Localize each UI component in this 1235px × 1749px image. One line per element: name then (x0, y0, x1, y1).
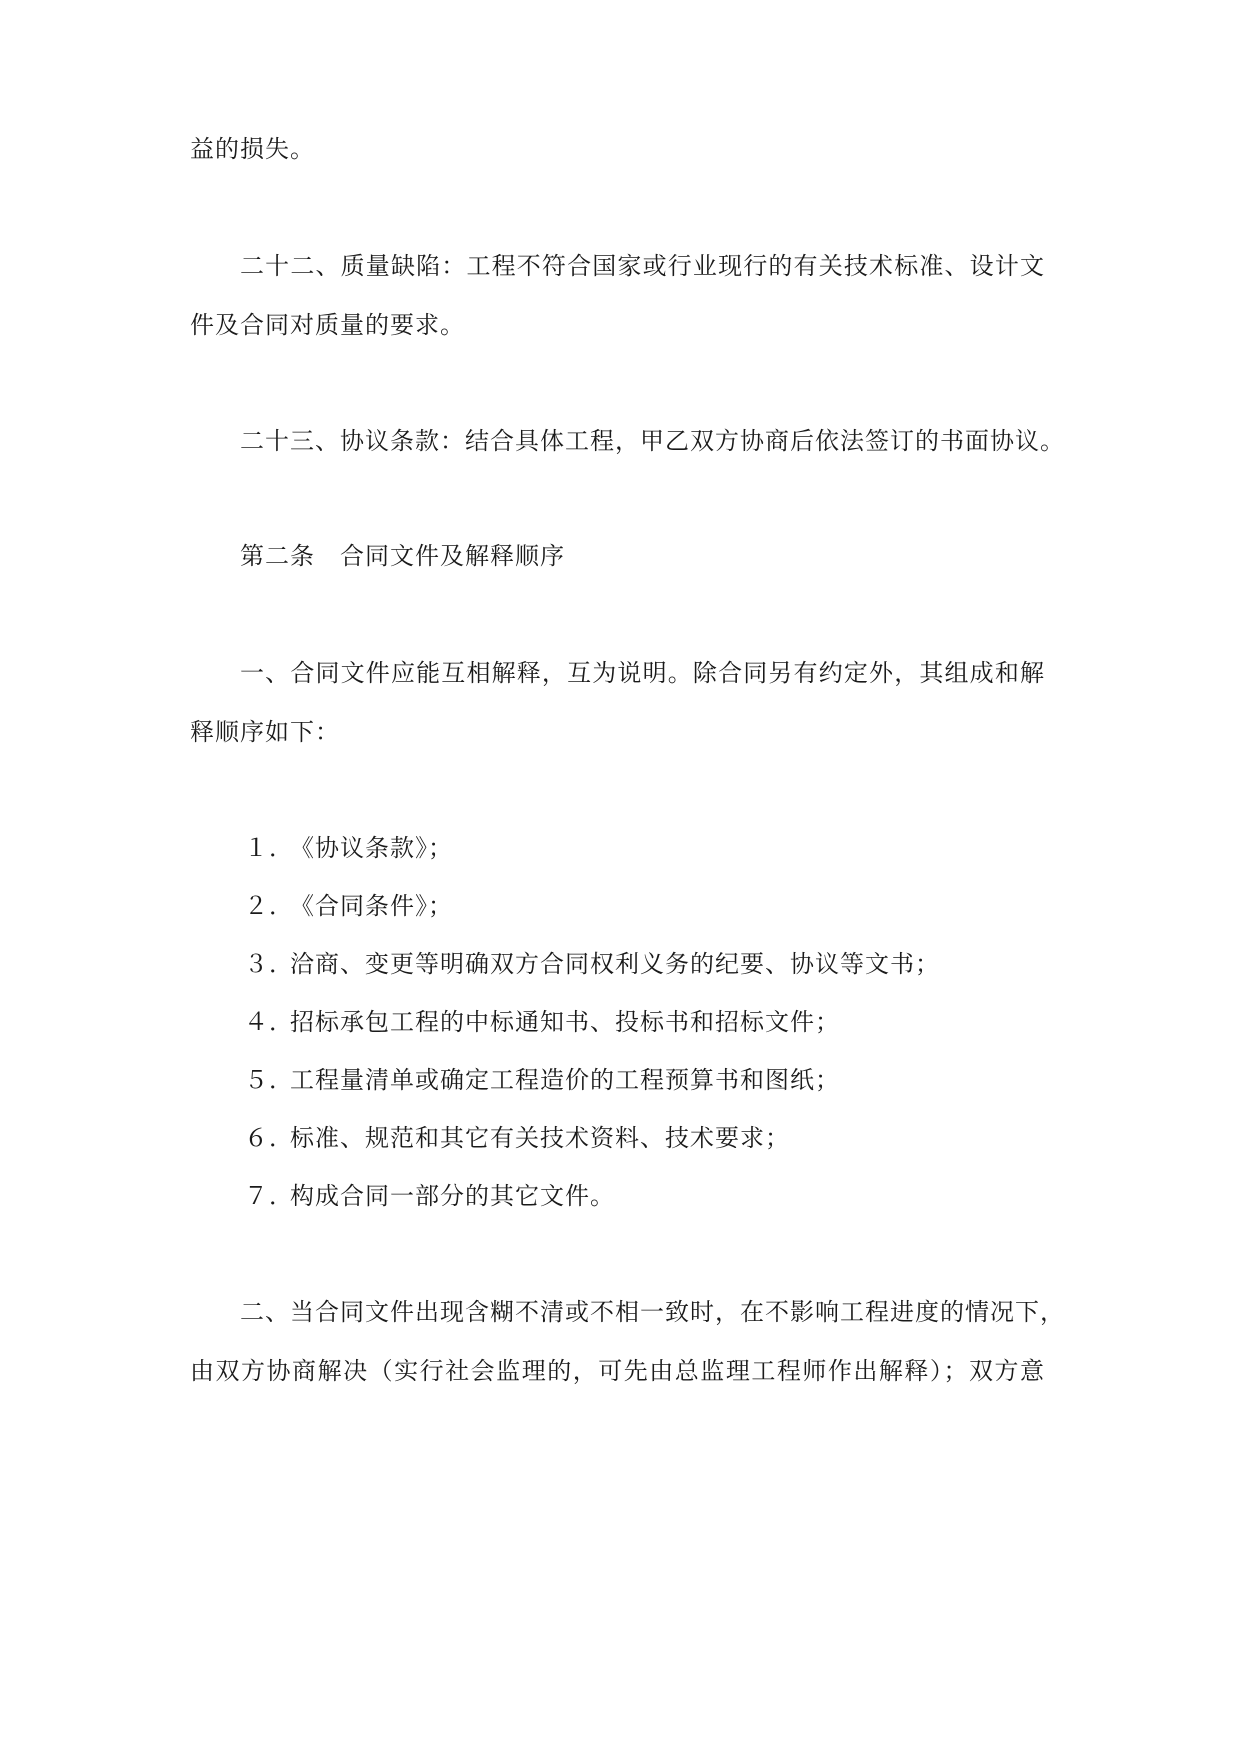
list-item-text: 《协议条款》； (290, 834, 453, 862)
paragraph-line: 益的损失。 (190, 135, 315, 163)
list-item-number: ４． (244, 1008, 294, 1036)
paragraph-line: 释顺序如下： (190, 718, 340, 746)
list-item (244, 1122, 790, 1154)
list-item (244, 1180, 615, 1212)
list-item-number: ５． (244, 1066, 294, 1094)
list-item-text: 《合同条件》； (290, 892, 453, 920)
list-item (244, 1006, 840, 1038)
list-item (244, 832, 453, 864)
paragraph-line: 二十三、协议条款：结合具体工程，甲乙双方协商后依法签订的书面协议。 (240, 427, 1065, 455)
paragraph-line: 二、当合同文件出现含糊不清或不相一致时，在不影响工程进度的情况下， (240, 1298, 1065, 1326)
list-item-number: １． (244, 834, 294, 862)
section-heading: 第二条 合同文件及解释顺序 (240, 542, 565, 570)
list-item (244, 1064, 840, 1096)
paragraph-line: 件及合同对质量的要求。 (190, 311, 465, 339)
paragraph-line: 一、合同文件应能互相解释，互为说明。除合同另有约定外，其组成和解 (240, 659, 1045, 687)
list-item-text: 标准、规范和其它有关技术资料、技术要求； (290, 1124, 790, 1152)
list-item-text: 洽商、变更等明确双方合同权利义务的纪要、协议等文书； (290, 950, 940, 978)
list-item-number: ７． (244, 1182, 294, 1210)
list-item (244, 948, 940, 980)
list-item (244, 890, 453, 922)
list-item-number: ３． (244, 950, 294, 978)
list-item-text: 招标承包工程的中标通知书、投标书和招标文件； (290, 1008, 840, 1036)
list-item-number: ６． (244, 1124, 294, 1152)
paragraph-line: 二十二、质量缺陷：工程不符合国家或行业现行的有关技术标准、设计文 (240, 252, 1045, 280)
paragraph-line: 由双方协商解决（实行社会监理的，可先由总监理工程师作出解释）；双方意 (190, 1357, 1045, 1385)
list-item-text: 构成合同一部分的其它文件。 (290, 1182, 615, 1210)
list-item-text: 工程量清单或确定工程造价的工程预算书和图纸； (290, 1066, 840, 1094)
list-item-number: ２． (244, 892, 294, 920)
